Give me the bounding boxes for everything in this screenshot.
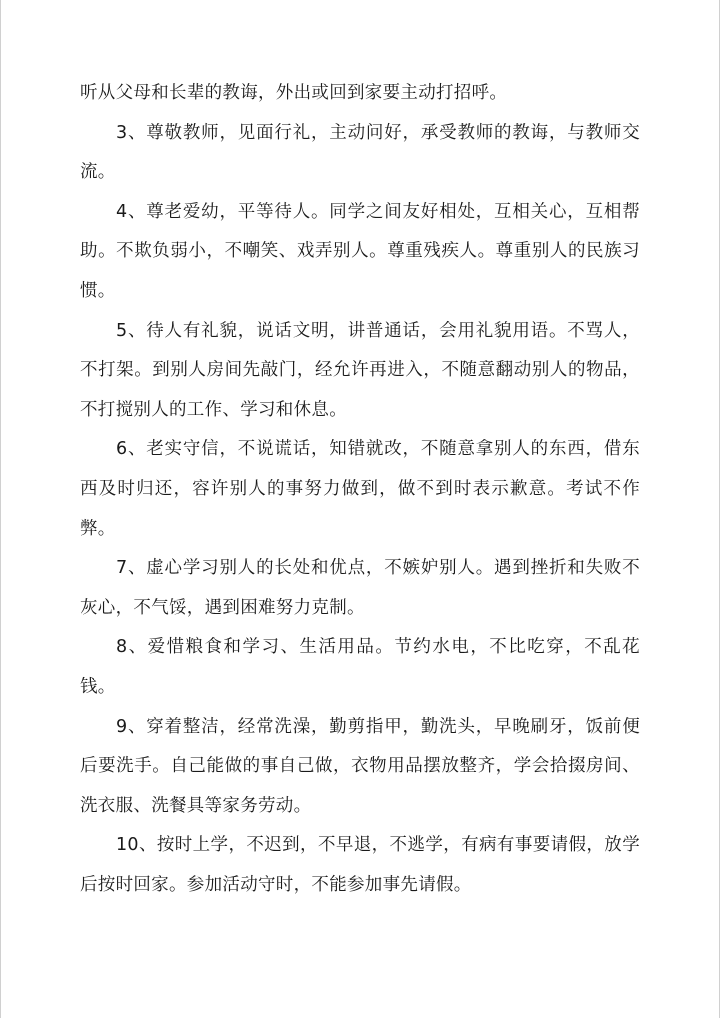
paragraph-item-6: 6、老实守信，不说谎话，知错就改，不随意拿别人的东西，借东西及时归还，容许别人的事努力做到，做不到时表示歉意。考试不作弊。 (80, 439, 640, 539)
paragraph-item-10: 10、按时上学，不迟到，不早退，不逃学，有病有事要请假，放学后按时回家。参加活动守时，不能参加事先请假。 (80, 835, 640, 895)
paragraph-item-3: 3、尊敬教师，见面行礼，主动问好，承受教师的教诲，与教师交流。 (80, 122, 640, 183)
paragraph-item-9: 9、穿着整洁，经常洗澡，勤剪指甲，勤洗头，早晚刷牙，饭前便后要洗手。自己能做的事自己做，衣物用品摆放整齐，学会拾掇房间、洗衣服、洗餐具等家务劳动。 (80, 716, 640, 816)
document-body (80, 74, 640, 905)
page-left-border (0, 0, 1, 1018)
paragraph-item-8: 8、爱惜粮食和学习、生活用品。节约水电，不比吃穿，不乱花钱。 (80, 637, 640, 697)
paragraph-continuation: 听从父母和长辈的教诲，外出或回到家要主动打招呼。 (80, 83, 508, 103)
paragraph-item-4: 4、尊老爱幼，平等待人。同学之间友好相处，互相关心，互相帮助。不欺负弱小，不嘲笑、戏弄别人。尊重残疾人。尊重别人的民族习惯。 (80, 201, 640, 301)
paragraph-item-5: 5、待人有礼貌，说话文明，讲普通话，会用礼貌用语。不骂人，不打架。到别人房间先敲门，经允许再进入，不随意翻动别人的物品，不打搅别人的工作、学习和休息。 (80, 320, 640, 420)
paragraph-item-7: 7、虚心学习别人的长处和优点，不嫉妒别人。遇到挫折和失败不灰心，不气馁，遇到困难努力克制。 (80, 558, 640, 618)
